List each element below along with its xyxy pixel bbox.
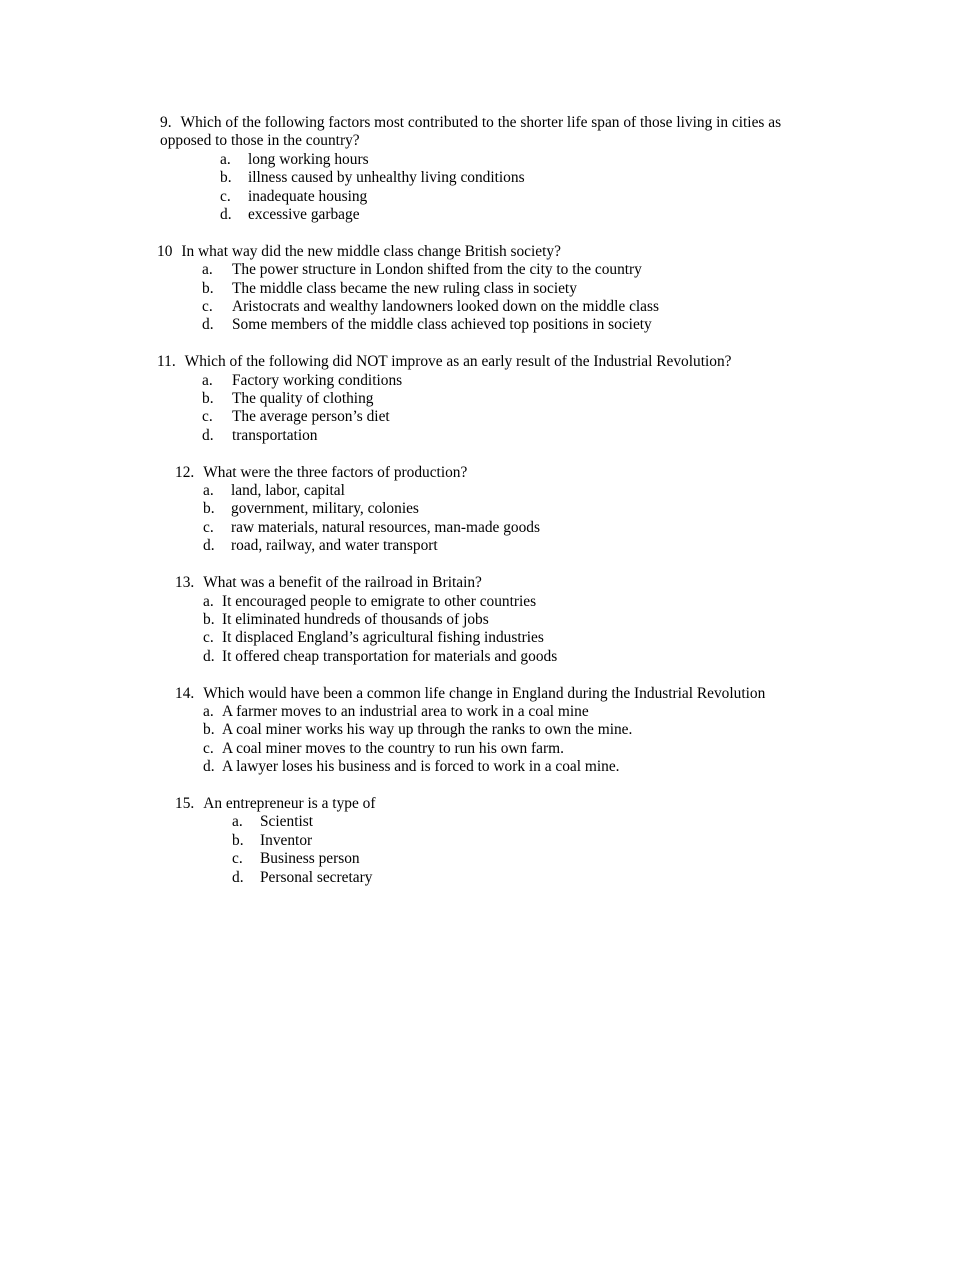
question-text: Which would have been a common life change in England during the Industrial Revolution [203, 684, 766, 702]
option-row [203, 519, 812, 537]
option-row [202, 261, 812, 279]
option-letter: d. [232, 868, 244, 886]
option-row [203, 629, 812, 647]
option-row [203, 648, 812, 666]
question-line [175, 574, 812, 592]
option-text: long working hours [248, 150, 369, 168]
option-text: road, railway, and water transport [231, 537, 438, 555]
option-text: A coal miner works his way up through the ranks to own the mine. [222, 721, 633, 739]
options-list [203, 482, 812, 556]
question-block [175, 574, 812, 666]
option-row [203, 611, 812, 629]
question-number: 13. [175, 574, 195, 592]
option-letter: d. [203, 758, 215, 776]
options-list [202, 261, 812, 335]
option-letter: b. [203, 500, 215, 518]
options-list [202, 372, 812, 446]
option-row [203, 740, 812, 758]
option-text: It displaced England’s agricultural fishing industries [222, 629, 544, 647]
question-number: 14. [175, 684, 195, 702]
question-block [175, 464, 812, 556]
option-letter: c. [203, 518, 214, 536]
option-letter: b. [202, 390, 214, 408]
question-number: 9. [160, 114, 172, 131]
option-letter: d. [203, 647, 215, 665]
question-block [160, 114, 812, 224]
option-text: The quality of clothing [232, 390, 374, 408]
option-letter: b. [220, 169, 232, 187]
question-text: An entrepreneur is a type of [203, 794, 376, 812]
option-letter: a. [202, 261, 213, 279]
option-row [203, 703, 812, 721]
question-number: 11. [157, 353, 176, 371]
option-letter: a. [220, 150, 231, 168]
option-row [203, 500, 812, 518]
option-letter: c. [232, 850, 243, 868]
option-letter: a. [202, 371, 213, 389]
option-text: land, labor, capital [231, 482, 345, 500]
question-number: 12. [175, 463, 195, 481]
option-text: A farmer moves to an industrial area to work in a coal mine [222, 702, 589, 720]
option-row [232, 869, 812, 887]
option-letter: a. [203, 592, 214, 610]
option-letter: d. [203, 537, 215, 555]
option-row [202, 372, 812, 390]
option-row [220, 151, 812, 169]
option-row [220, 206, 812, 224]
question-line [157, 243, 812, 261]
option-letter: d. [202, 426, 214, 444]
option-letter: a. [203, 482, 214, 500]
options-list [203, 593, 812, 667]
option-row [203, 721, 812, 739]
question-text: What was a benefit of the railroad in Britain? [203, 574, 482, 592]
option-row [203, 482, 812, 500]
option-row [202, 408, 812, 426]
option-text: Personal secretary [260, 868, 373, 886]
options-list [232, 813, 812, 887]
option-letter: c. [202, 298, 213, 316]
option-letter: a. [232, 813, 243, 831]
option-letter: c. [220, 187, 231, 205]
option-letter: b. [202, 279, 214, 297]
option-text: excessive garbage [248, 206, 360, 224]
option-text: The middle class became the new ruling class in society [232, 279, 577, 297]
option-letter: b. [203, 610, 215, 628]
option-text: Factory working conditions [232, 371, 403, 389]
question-block [175, 685, 812, 777]
option-text: It encouraged people to emigrate to other countries [222, 592, 537, 610]
option-letter: b. [203, 721, 215, 739]
question-line [175, 685, 812, 703]
option-row [220, 188, 812, 206]
question-text: Which of the following did NOT improve as an early result of the Industrial Revolution? [184, 353, 732, 371]
option-text: A lawyer loses his business and is forced to work in a coal mine. [222, 758, 620, 776]
option-letter: c. [203, 629, 214, 647]
question-line [175, 464, 812, 482]
option-text: Scientist [260, 813, 314, 831]
option-text: Some members of the middle class achieved top positions in society [232, 316, 652, 334]
options-list [220, 151, 812, 225]
option-row [202, 390, 812, 408]
option-letter: a. [203, 702, 214, 720]
option-row [203, 593, 812, 611]
option-text: Aristocrats and wealthy landowners looked down on the middle class [232, 298, 659, 316]
question-line [157, 353, 812, 371]
option-text: It offered cheap transportation for materials and goods [222, 647, 558, 665]
question-text: What were the three factors of production? [203, 463, 468, 481]
question-line [160, 114, 812, 151]
option-row [220, 169, 812, 187]
question-number: 10 [157, 242, 173, 260]
option-row [232, 832, 812, 850]
question-block [175, 795, 812, 887]
option-row [202, 298, 812, 316]
option-text: illness caused by unhealthy living conditions [248, 169, 525, 187]
quiz-content [157, 114, 812, 905]
option-letter: c. [202, 408, 213, 426]
question-block [157, 353, 812, 445]
option-row [202, 316, 812, 334]
option-row [202, 280, 812, 298]
option-letter: d. [202, 316, 214, 334]
option-text: The power structure in London shifted from the city to the country [232, 261, 642, 279]
option-text: It eliminated hundreds of thousands of jobs [222, 610, 489, 628]
option-text: The average person’s diet [232, 408, 390, 426]
option-text: inadequate housing [248, 187, 368, 205]
option-row [203, 758, 812, 776]
question-text: In what way did the new middle class change British society? [181, 242, 561, 260]
option-text: Business person [260, 850, 360, 868]
option-letter: c. [203, 739, 214, 757]
option-letter: d. [220, 206, 232, 224]
option-row [202, 427, 812, 445]
question-block [157, 243, 812, 335]
option-row [232, 850, 812, 868]
option-text: transportation [232, 426, 318, 444]
option-text: raw materials, natural resources, man-made goods [231, 518, 540, 536]
options-list [203, 703, 812, 777]
option-row [232, 813, 812, 831]
question-number: 15. [175, 794, 195, 812]
option-text: government, military, colonies [231, 500, 419, 518]
question-text: Which of the following factors most contributed to the shorter life span of those living in cities as opposed to those in the country? [160, 114, 782, 150]
option-text: Inventor [260, 831, 313, 849]
question-line [175, 795, 812, 813]
option-letter: b. [232, 831, 244, 849]
option-row [203, 537, 812, 555]
option-text: A coal miner moves to the country to run his own farm. [222, 739, 564, 757]
